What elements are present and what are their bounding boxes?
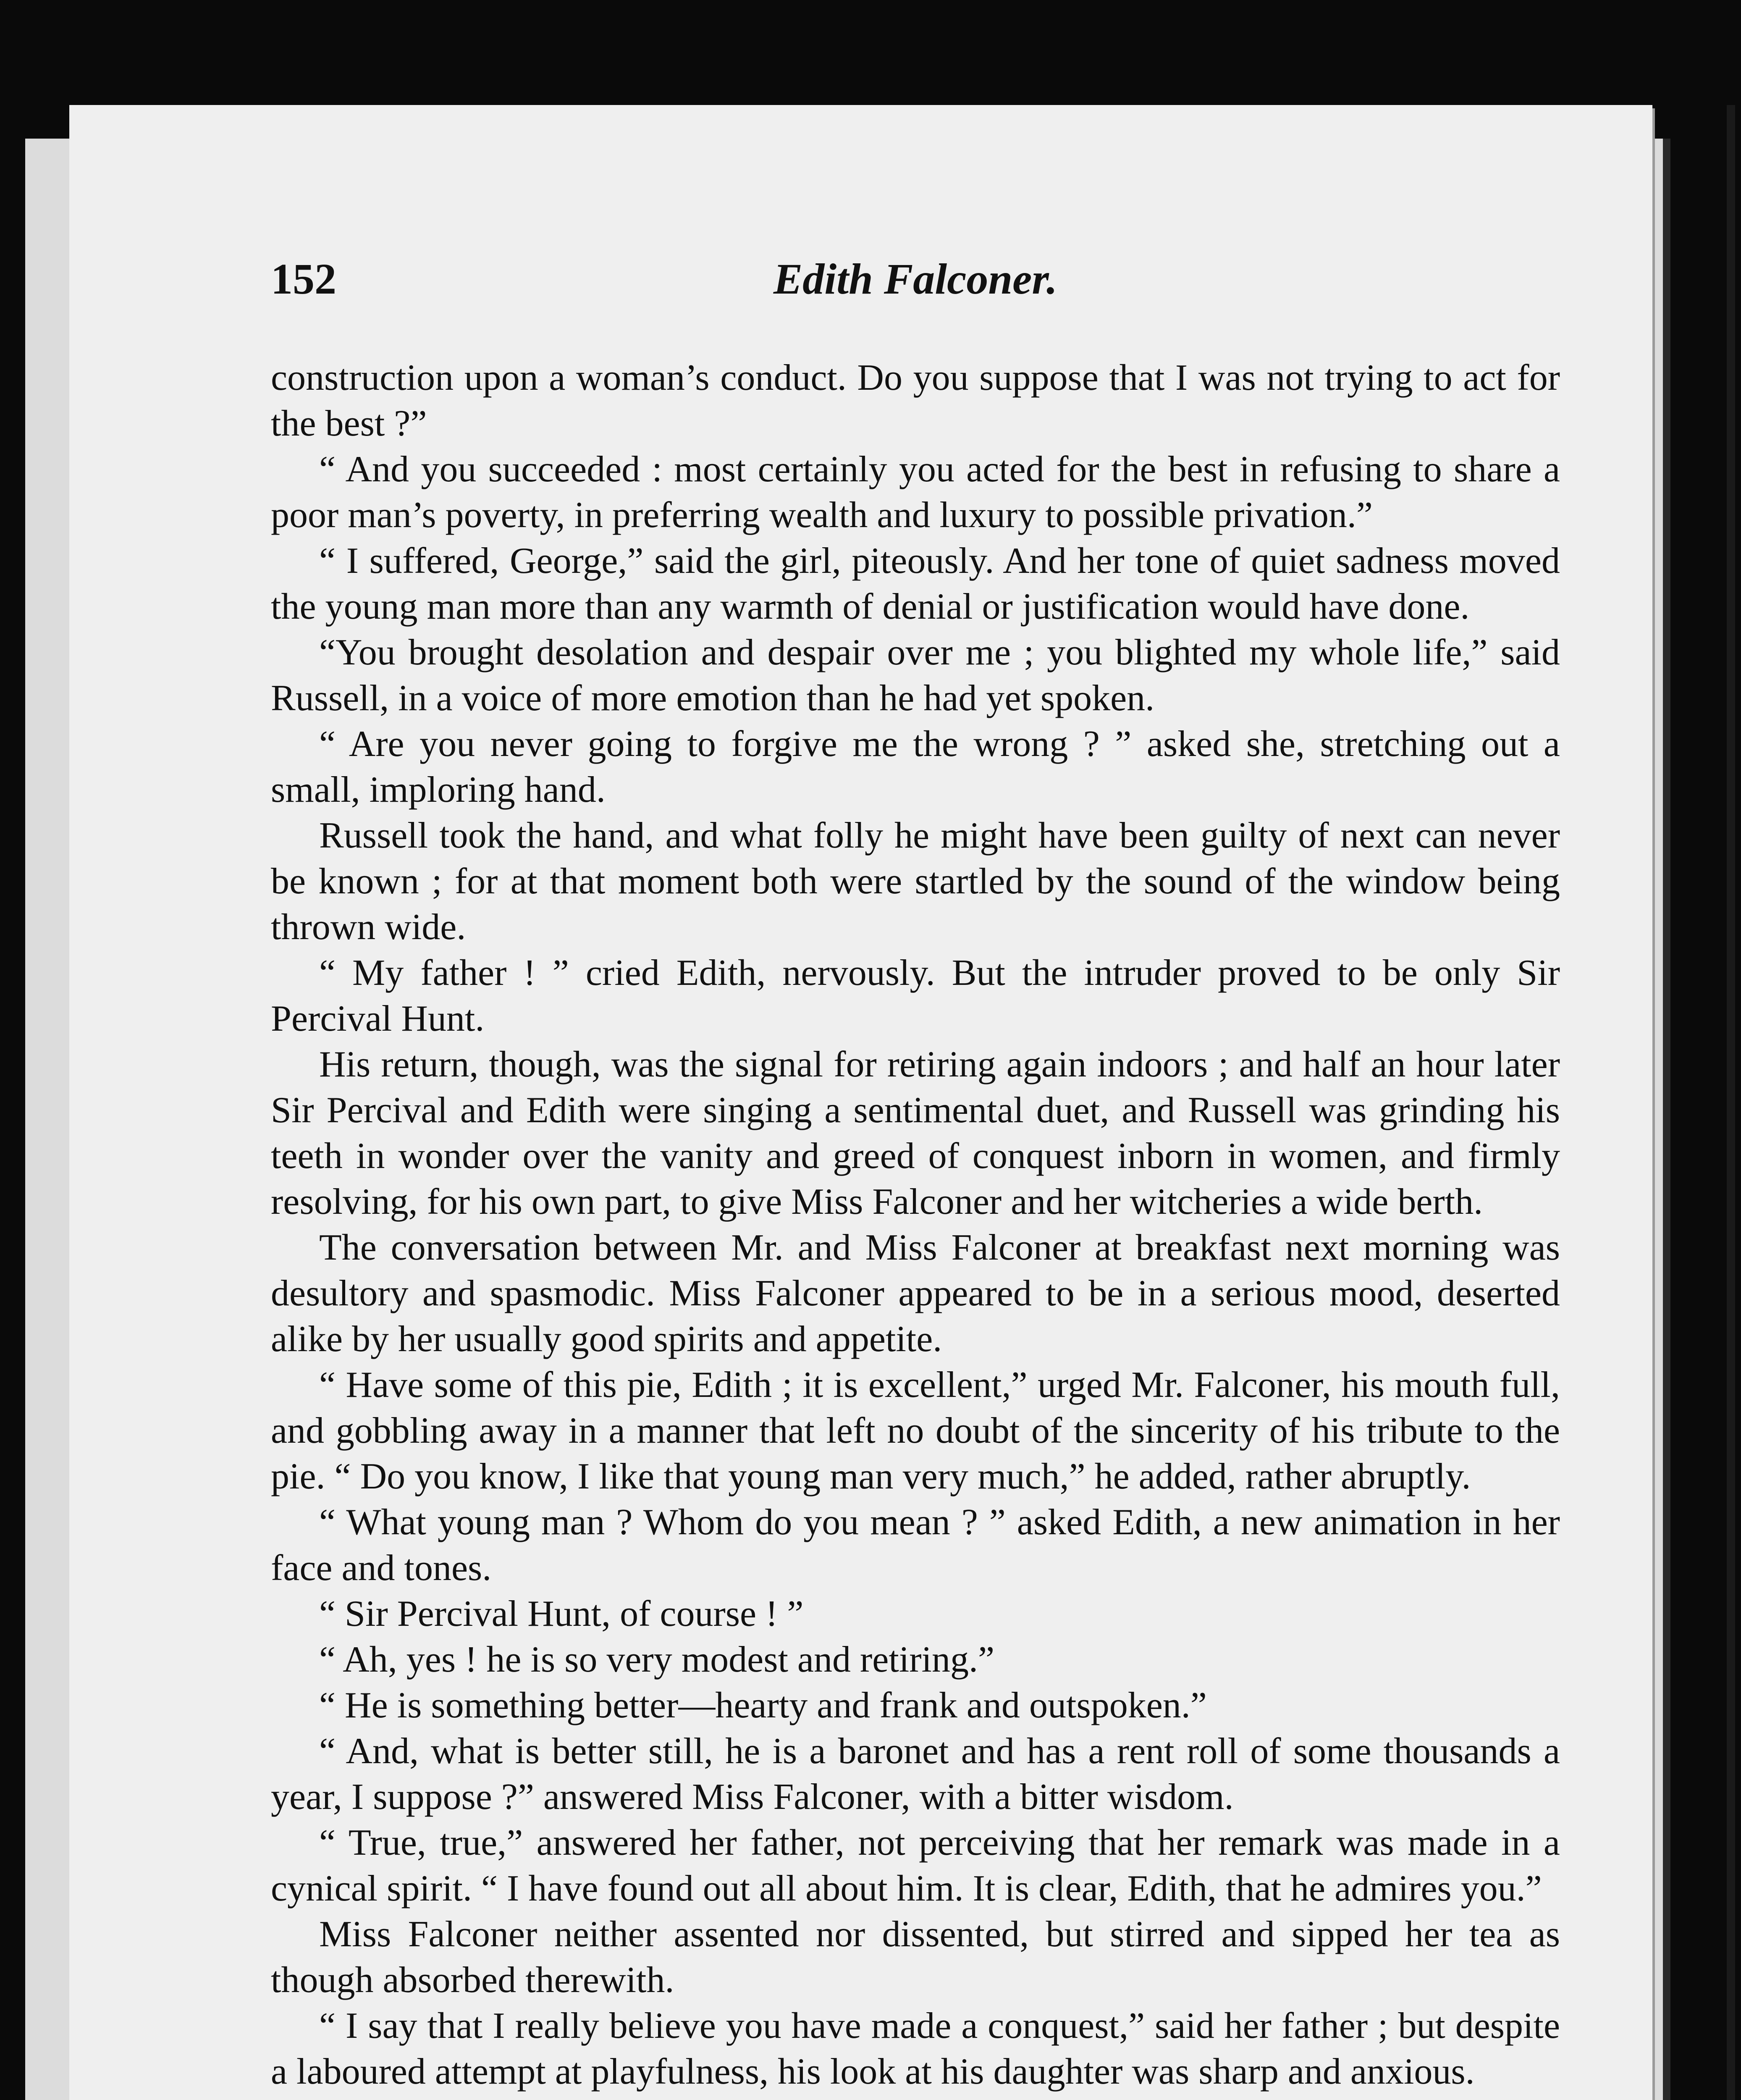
- paragraph: “ Sir Percival Hunt, of course ! ”: [319, 1593, 804, 1634]
- paragraph: “You brought desolation and despair over me ; you blighted my whole life,” said Russell, in a voice of more emotion than he had yet spoken.: [271, 632, 1560, 719]
- book-page: [69, 105, 1652, 2100]
- paragraph: “ He is something better—hearty and frank and outspoken.”: [319, 1685, 1207, 1726]
- paragraph: Russell took the hand, and what folly he might have been guilty of next can never be known ; for at that moment both were startled by the sound of the window being thrown wide.: [271, 815, 1560, 948]
- paragraph: His return, though, was the signal for retiring again indoors ; and half an hour later Sir Percival and Edith were singing a sentimental duet, and Russell was grinding his teeth in wonder over the vanity and greed of conquest inborn in women, and firmly resolving, for his own part, to give Miss Falconer and her witcheries a wide berth.: [271, 1044, 1560, 1222]
- paragraph: “ What young man ? Whom do you mean ? ” asked Edith, a new animation in her face and tones.: [271, 1502, 1560, 1588]
- paragraph: construction upon a woman’s conduct. Do you suppose that I was not trying to act for the best ?”: [271, 357, 1560, 444]
- paragraph: “ True, true,” answered her father, not perceiving that her remark was made in a cynical spirit. “ I have found out all about him. It is clear, Edith, that he admires you.”: [271, 1822, 1560, 1909]
- body-text: [271, 355, 1560, 2095]
- paragraph: “ My father ! ” cried Edith, nervously. But the intruder proved to be only Sir Percival Hunt.: [271, 953, 1560, 1039]
- running-title: Edith Falconer.: [773, 255, 1058, 303]
- paragraph: “ Are you never going to forgive me the wrong ? ” asked she, stretching out a small, imploring hand.: [271, 724, 1560, 810]
- paragraph: “ I say that I really believe you have made a conquest,” said her father ; but despite a laboured attempt at playfulness, his look at his daughter was sharp and anxious.: [271, 2006, 1560, 2092]
- paragraph: “ Ah, yes ! he is so very modest and retiring.”: [319, 1639, 995, 1680]
- page-content: [271, 254, 1560, 2095]
- paragraph: “ Have some of this pie, Edith ; it is excellent,” urged Mr. Falconer, his mouth full, and gobbling away in a manner that left no doubt of the sincerity of his tribute to the pie. “ Do you know, I like that young man very much,” he added, rather abruptly.: [271, 1365, 1560, 1497]
- page-number: 152: [271, 255, 336, 303]
- paragraph: “ And you succeeded : most certainly you acted for the best in refusing to share a poor man’s poverty, in preferring wealth and luxury to possible privation.”: [271, 449, 1560, 536]
- paragraph: “ I suffered, George,” said the girl, piteously. And her tone of quiet sadness moved the young man more than any warmth of denial or justification would have done.: [271, 541, 1560, 627]
- page-edge-shadow: [1727, 105, 1735, 2100]
- paragraph: The conversation between Mr. and Miss Falconer at breakfast next morning was desultory and spasmodic. Miss Falconer appeared to be in a serious mood, deserted alike by her usually good spirits and appetite.: [271, 1227, 1560, 1360]
- page-header: [271, 254, 1560, 338]
- paragraph: “ And, what is better still, he is a baronet and has a rent roll of some thousands a year, I suppose ?” answered Miss Falconer, with a bitter wisdom.: [271, 1731, 1560, 1817]
- paragraph: Miss Falconer neither assented nor dissented, but stirred and sipped her tea as though absorbed therewith.: [271, 1914, 1560, 2000]
